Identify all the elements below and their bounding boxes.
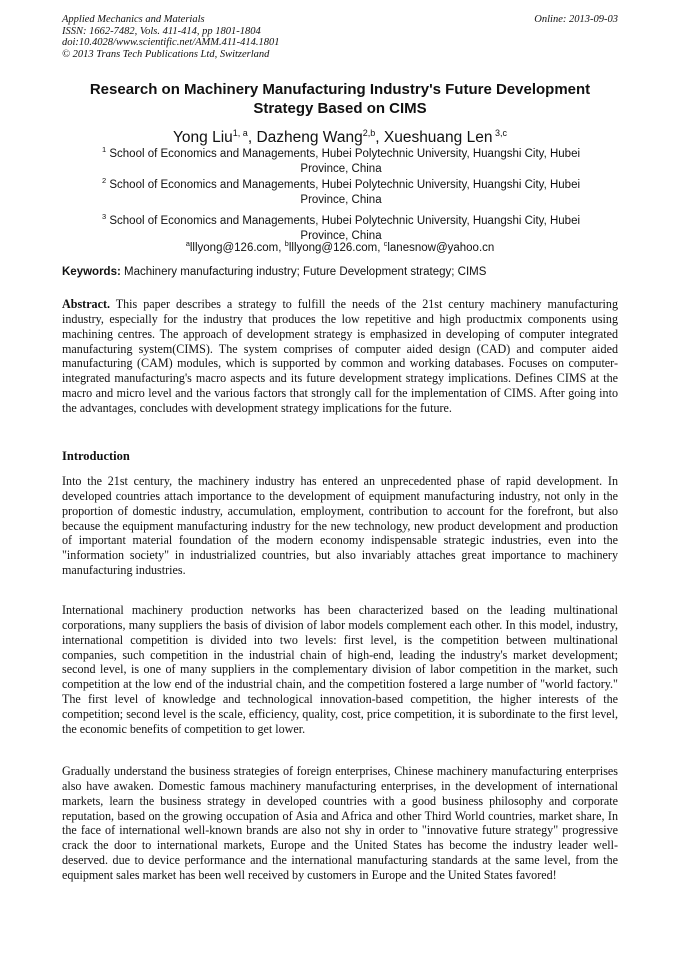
email-marker: b bbox=[284, 239, 289, 248]
section-heading-introduction: Introduction bbox=[62, 449, 130, 463]
email-marker: c bbox=[383, 239, 388, 248]
email-address: lanesnow@yahoo.cn bbox=[387, 241, 495, 254]
author-name: Dazheng Wang bbox=[256, 129, 363, 147]
keywords-text: Machinery manufacturing industry; Future Development strategy; CIMS bbox=[120, 266, 487, 278]
affiliation-text: School of Economics and Managements, Hubei Polytechnic University, Huangshi City, Hubei Province, China bbox=[106, 214, 581, 243]
keywords-label: Keywords: bbox=[62, 266, 121, 278]
body-paragraph: International machinery production networks has been characterized based on the leading multinational corporations, many suppliers the basis of division of labor models complement each other. In this model, industry, international competition is divided into two levels: first level, is the competition between multinational companies, such competition in the industrial chain of high-end, leading the industry's market development; second level, is one of many suppliers in the complementary division of labor competition in the market, such competition at the low end of the industrial chain, and the competition fostered a large number of "world factory." The first level of knowledge and technological innovation-based competition, the higher interests of the competition; second level is the scale, efficiency, quality, cost, price competition, it is subordinate to the first level, the economic benefits of competition to get lower. bbox=[62, 603, 618, 736]
body-paragraph: Gradually understand the business strategies of foreign enterprises, Chinese machinery manufacturing enterprises also have awaken. Domestic famous machinery manufacturing enterprises, in the development of international markets, learn the business strategy in developed countries with a good business philosophy and corporate reputation, based on the growing occupation of Asia and Africa and other Third World countries, market share, In the face of international well-known brands are also not shy in order to "innovative future strategy" progressive crack the door to international markets, Europe and the United States has become the industry leader well-deserved. due to device performance and the international manufacturing standards at the same level, from the equipment sales market has been well received by customers in Europe and the United States favored! bbox=[62, 764, 618, 882]
affiliation-text: School of Economics and Managements, Hubei Polytechnic University, Huangshi City, Hubei Province, China bbox=[106, 178, 581, 207]
abstract-paragraph bbox=[62, 297, 618, 416]
affiliation-number: 2 bbox=[101, 176, 107, 185]
author-affiliation-marker: 3,c bbox=[492, 128, 507, 138]
author-affiliation-marker: 2,b bbox=[362, 128, 376, 138]
affiliation-number: 3 bbox=[101, 212, 107, 221]
body-paragraph: Into the 21st century, the machinery industry has entered an unprecedented phase of rapid development. In developed countries attach importance to the development of equipment manufacturing industry, not only in the proportion of domestic industry, accumulation, employment, contribution to account for the forefront, but also because the equipment manufacturing industry for the new technology, new product development and production of important material foundation of the modern economy indispensable strategic industries, even into the "information society" in industrialized countries, but also invariably attaches great importance to machinery manufacturing industries. bbox=[62, 474, 618, 578]
author-emails bbox=[62, 236, 618, 256]
journal-name: Applied Mechanics and Materials bbox=[62, 14, 205, 25]
affiliation bbox=[78, 173, 604, 209]
author-name: Xueshuang Len bbox=[383, 129, 493, 147]
abstract-label: Abstract. bbox=[62, 297, 111, 311]
email-marker: a bbox=[185, 239, 190, 248]
online-date: Online: 2013-09-03 bbox=[534, 14, 618, 25]
paper-title: Research on Machinery Manufacturing Industry's Future Development Strategy Based on CIMS bbox=[89, 81, 591, 117]
author-separator: , bbox=[247, 129, 257, 147]
author-name: Yong Liu bbox=[173, 129, 233, 147]
author-affiliation-marker: 1, a bbox=[232, 128, 248, 138]
email-address: lllyong@126.com, bbox=[288, 241, 384, 254]
doi-line: doi:10.4028/www.scientific.net/AMM.411-414.1801 bbox=[62, 37, 280, 49]
keywords-line bbox=[62, 265, 618, 280]
publication-header bbox=[62, 14, 618, 60]
copyright-line: © 2013 Trans Tech Publications Ltd, Switzerland bbox=[62, 48, 270, 60]
issn-line: ISSN: 1662-7482, Vols. 411-414, pp 1801-1804 bbox=[62, 25, 261, 37]
affiliation-number: 1 bbox=[101, 145, 107, 154]
author-separator: , bbox=[375, 129, 384, 147]
email-address: lllyong@126.com, bbox=[189, 241, 285, 254]
abstract-text: This paper describes a strategy to fulfill the needs of the 21st century machinery manufacturing industry, especially for the industry that produces the low repetitive and high productmix components using machining centres. The approach of development strategy is emphasized in developing of computer integrated manufacturing system(CIMS). The system comprises of computer aided design (CAD) and computer aided manufacturing (CAM) modules, which is supported by common and working databases. Focuses on computer-integrated manufacturing's macro aspects and its future development strategy implications. Defines CIMS at the macro and micro level and the various factors that strongly call for the implementation of CIMS. After going into the advantages, concludes with development strategy implications for the future. bbox=[62, 297, 618, 415]
affiliation-text: School of Economics and Managements, Hubei Polytechnic University, Huangshi City, Hubei Province, China bbox=[106, 147, 581, 176]
